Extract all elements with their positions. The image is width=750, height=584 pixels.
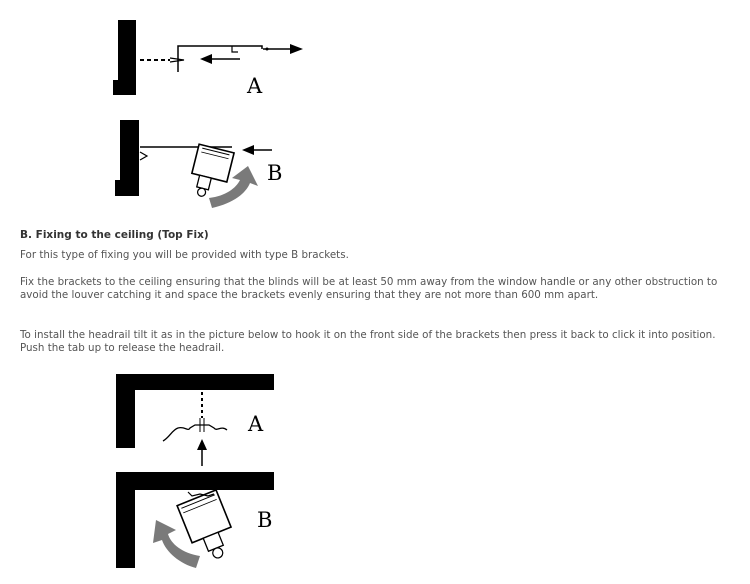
label-a-top: A <box>247 74 263 98</box>
paragraph-bracket-spacing: Fix the brackets to the ceiling ensuring that the blinds will be at least 50 mm away from the window handle or any other obstruction to avoid the louver catching it and space the brackets evenly ensuring that they are not more than 600 mm apart. <box>20 276 718 302</box>
label-b-top: B <box>267 161 283 185</box>
wall-section-b <box>115 120 139 196</box>
bracket-ceiling-a <box>163 425 227 441</box>
paragraph-headrail-install: To install the headrail tilt it as in the picture below to hook it on the front side of the brackets then press it back to click it into position. Push the tab up to release the headrail. <box>20 329 716 355</box>
wall-fix-diagram <box>100 10 320 220</box>
wall-fix-step-a <box>113 20 303 98</box>
ceiling-fix-diagram <box>105 364 285 580</box>
ceiling-fix-step-a <box>116 374 274 466</box>
label-b-bottom: B <box>257 508 273 532</box>
paragraph-bracket-type: For this type of fixing you will be provided with type B brackets. <box>20 249 349 261</box>
ceiling-fix-step-b <box>116 472 274 568</box>
ceiling-section-a <box>116 374 274 448</box>
wall-section-a <box>113 20 136 95</box>
section-heading: B. Fixing to the ceiling (Top Fix) <box>20 229 209 241</box>
wall-fix-step-b <box>115 120 282 208</box>
label-a-bottom: A <box>248 412 264 436</box>
